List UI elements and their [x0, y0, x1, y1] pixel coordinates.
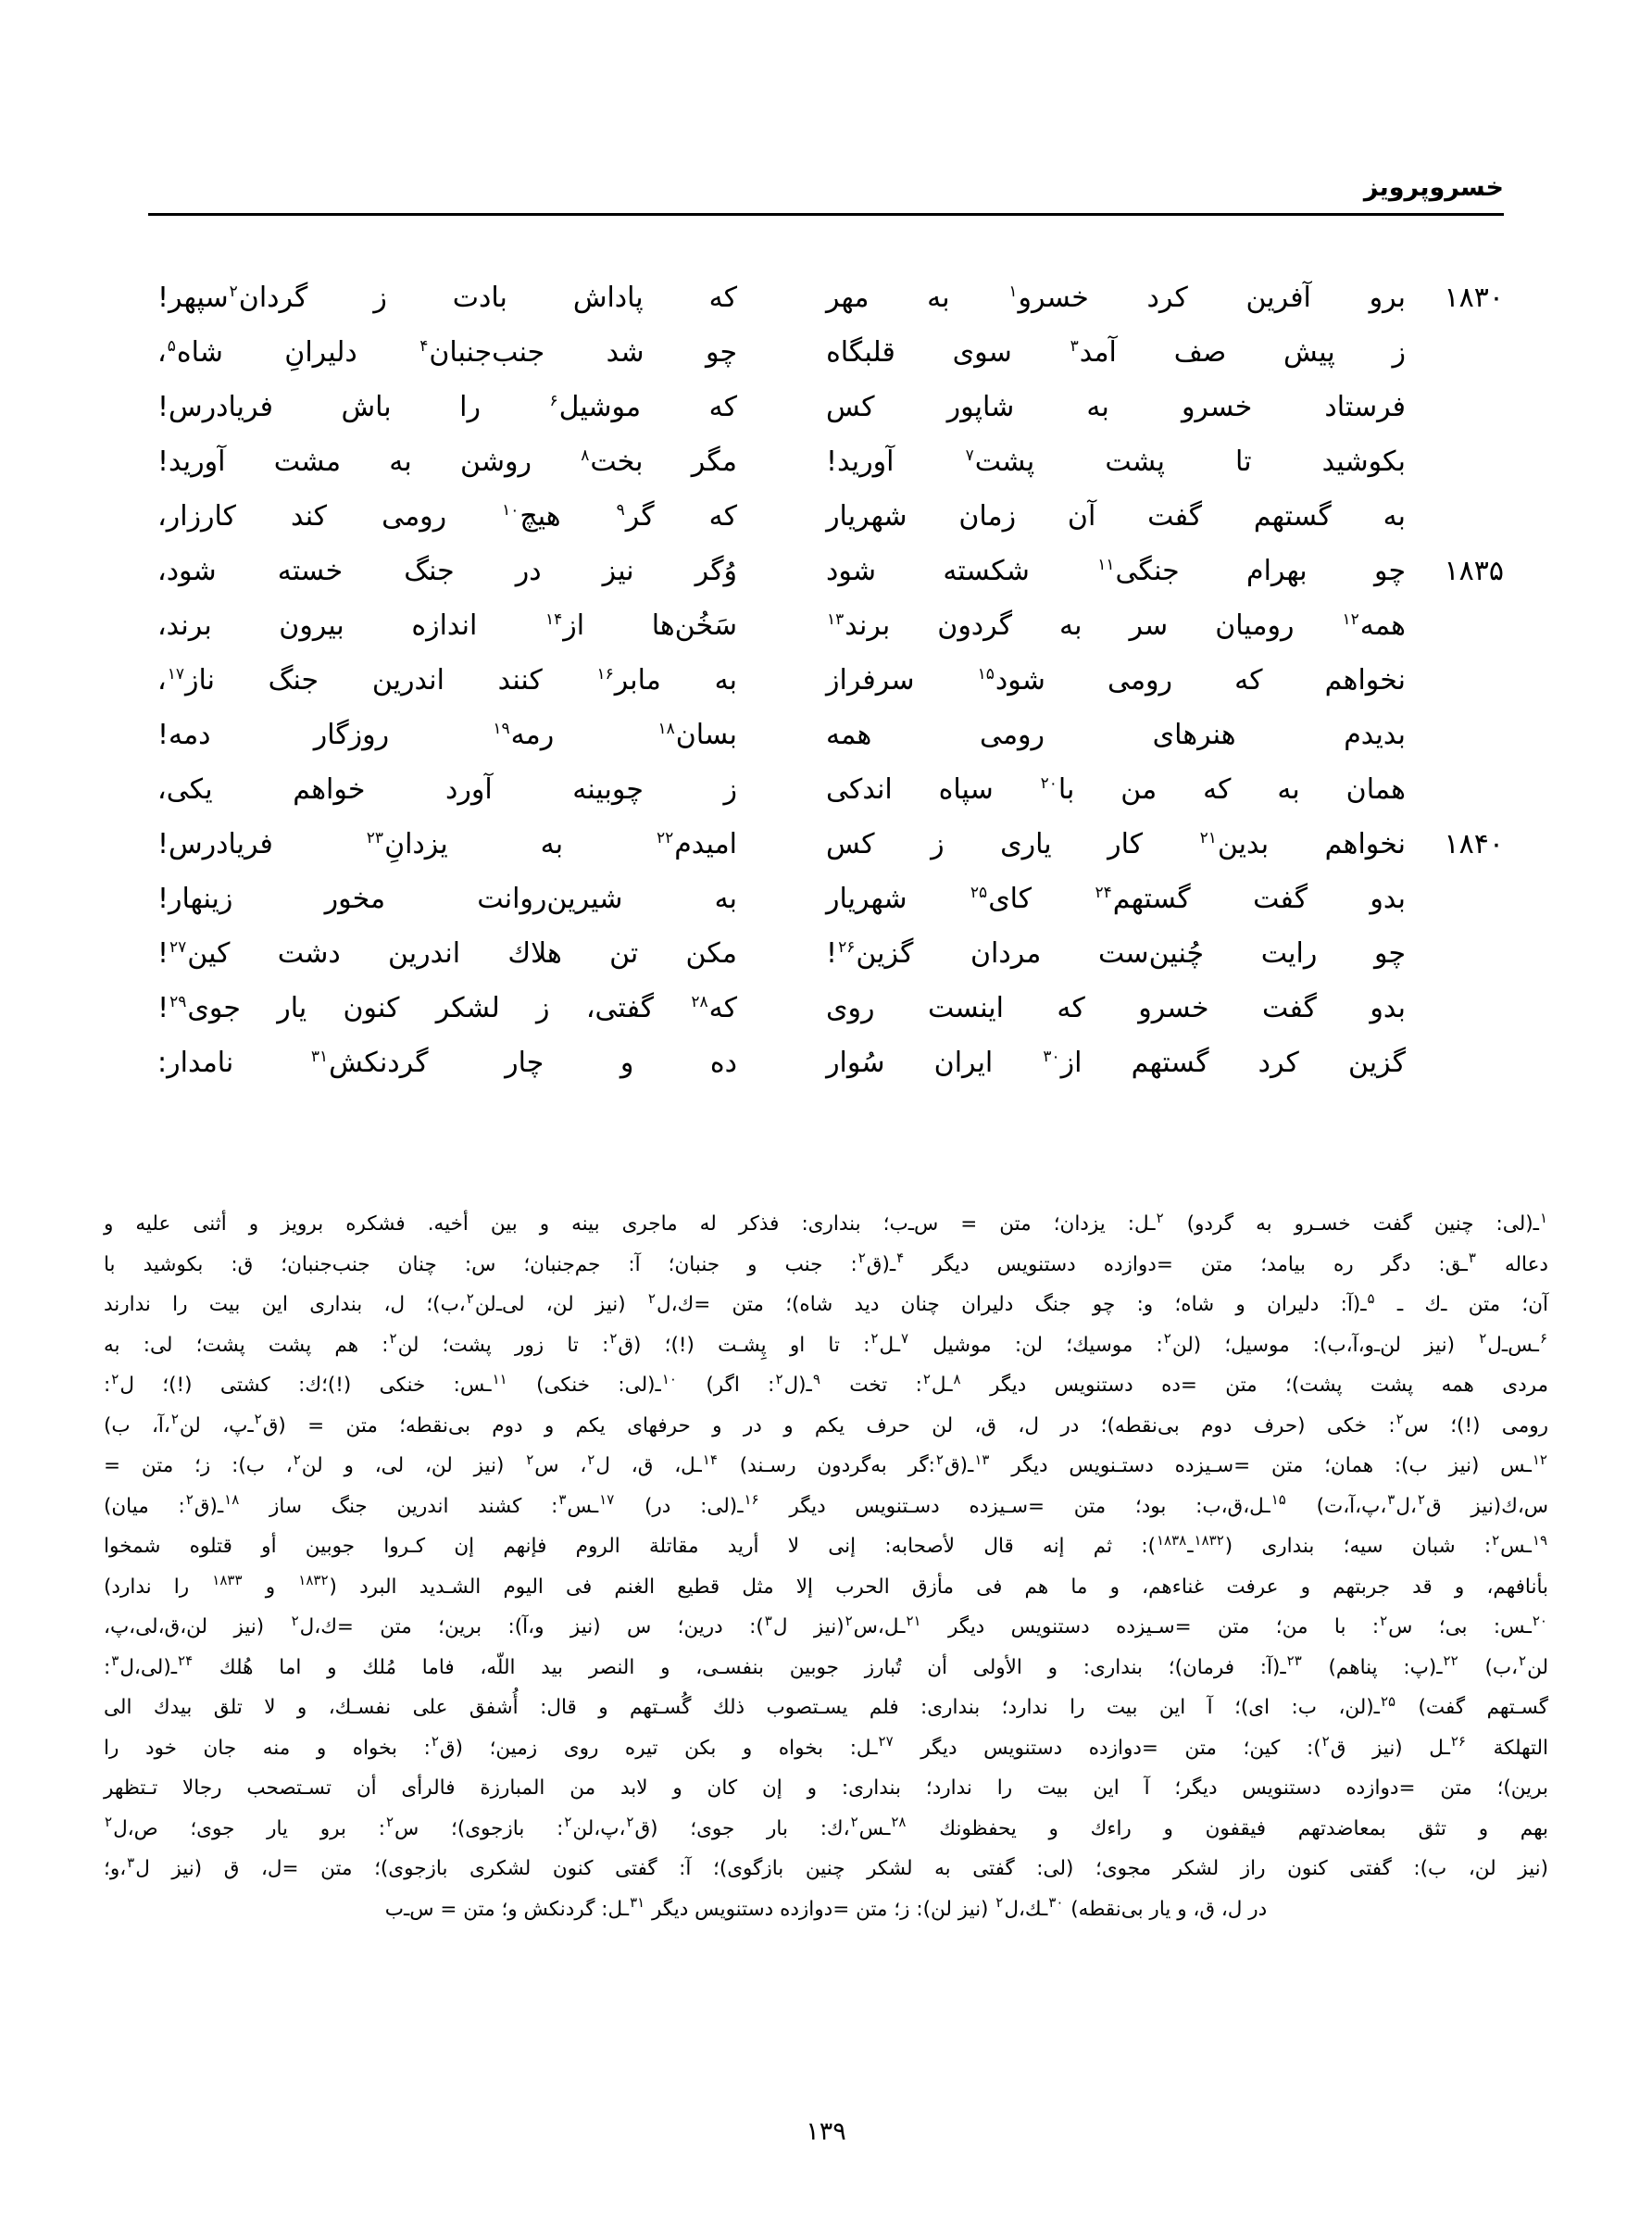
hemistich-second: كه$^{۲۸}$ گفتى، ز لشكر كنون يار جوى$^{۲۹}$!: [157, 992, 737, 1024]
footnote-block: [104, 1204, 1548, 1929]
footnote-line: لن$^۲$،ب) $^{۲۲}$ـ(پ: پناهم) $^{۲۳}$ـ(آ: فرمان)؛ بندارى: و الأولى أن تُبارز جوبين بنفسـى، و النصر بيد اللّه، فاما مُلك و اما هُلك $^{۲۴}$ـ(لى،ل$^۳$:: [104, 1652, 1548, 1679]
hemistich-first: چو بهرام جنگى$^{۱۱}$ شكسته شود: [826, 555, 1406, 587]
footnote-line: $^{۲۰}$ـس: بى؛ س$^۲$: با من؛ متن =سـيزده دستنويس ديگر $^{۲۱}$ـل،س$^۲$(نيز ل$^۳$): درين؛ س (نيز و،آ): برين؛ متن =ك،ل$^۲$ (نيز لن،ق،لى،پ،: [104, 1612, 1547, 1638]
verse-line: [148, 380, 1504, 434]
footnote-line: س،ك(نيز ق$^۲$،ل$^۳$،پ،آ،ت) $^{۱۵}$ـل،ق،ب: بود؛ متن =سـيزده دسـتنويس ديگر $^{۱۶}$ـ(لى: در) $^{۱۷}$ـس$^۳$: كشند اندرين جنگ ساز $^{۱۸}$ـ(ق$^۲$: ميان): [104, 1491, 1548, 1518]
footnote-line: گسـتهم گفت) $^{۲۵}$ـ(لن، ب: اى)؛ آ اين بيت را ندارد؛ بندارى: فلم يسـتصوب ذلك گُسـتهم و قال: أُشفق على نفسـك، و لا تلق بيدك الى: [104, 1692, 1548, 1719]
hemistich-second: به مابر$^{۱۶}$ كنند اندرين جنگ ناز$^{۱۷}$،: [157, 664, 737, 697]
footnote-line: $^{۱۹}$ـس$^۲$: شبان سيه؛ بندارى ($^{۱۸۳۲}$ـ$^{۱۸۳۸}$): ثم إنه قال لأصحابه: إنى لا أريد مقاتلة الروم فإنهم إن كـروا جوبين أو قتلوه شمخوا: [104, 1531, 1548, 1558]
hemistich-first: بكوشيد تا پشت پشت$^۷$ آوريد!: [826, 446, 1406, 478]
hemistich-first: نخواهم بدين$^{۲۱}$ كار يارى ز كس: [826, 828, 1406, 860]
verse-number: ۱۸۴۰: [1444, 828, 1504, 860]
verse-line: [148, 1035, 1504, 1090]
hemistich-first: چو رايت چُنين‌ست مردان گزين$^{۲۶}$!: [826, 937, 1406, 970]
hemistich-first: همان به كه من با$^{۲۰}$ سپاه اندكى: [826, 773, 1406, 806]
hemistich-first: به گستهم گفت آن زمان شهريار: [826, 500, 1406, 533]
verse-line: [148, 872, 1504, 926]
footnote-line: در ل، ق، و يار بى‌نقطه) $^{۳۰}$ـك،ل$^۲$ (نيز لن): ز؛ متن =دوازده دستنويس ديگر $^{۳۱}$ـل: گردنكش و؛ متن = س‌ـ‌ب: [384, 1894, 1268, 1921]
footnote-line: آن؛ متن ـ‌ك ـ $^۵$ـ(آ: دليران و شاه؛ و: چو جنگ دليران چنان ديد شاه)؛ متن =ك،ل$^۲$ (نيز لن، لى‌ـ‌لن$^۲$،ب)؛ ل، بندارى اين بيت را ندارند: [104, 1289, 1548, 1316]
footnote-line: (نيز لن، ب): گفتى كنون راز لشكر مجوى؛ (لى: گفتى به لشكر چنين بازگوى)؛ آ: گفتى كنون لشكرى بازجوى)؛ متن =ل، ق (نيز ل$^۳$،و؛: [104, 1853, 1548, 1880]
hemistich-second: چو شد جنب‌جنبان$^۴$ دليرانِ شاه$^۵$،: [157, 336, 737, 369]
hemistich-first: همه$^{۱۲}$ روميان سر به گردون برند$^{۱۳}$: [827, 609, 1406, 642]
footnote-line: مردى همه پشت پشت)؛ متن =ده دستنويس ديگر $^۸$ـل$^۲$: تخت $^۹$ـ(ل$^۲$: اگر) $^{۱۰}$ـ(لى: خنكى) $^{۱۱}$ـس: خنكى (!)؛ك: كشتى (!)؛ ل$^۲$:: [104, 1370, 1549, 1397]
footnote-line: $^۶$ـس‌ـ‌ل$^۲$ (نيز لن‌ـ‌و،آ،ب): موسيل؛ (لن$^۲$: موسيك؛ لن: موشيل $^۷$ـل$^۲$: تا او پِشـت (!)؛ (ق$^۲$: تا زور پشت؛ لن$^۲$: هم پشت پشت؛ لى: به: [104, 1330, 1547, 1357]
verse-number: ۱۸۳۰: [1444, 282, 1504, 314]
hemistich-second: بسان$^{۱۸}$ رمه$^{۱۹}$ روزگار دمه!: [157, 719, 737, 751]
hemistich-second: مگر بخت$^۸$ روشن به مشت آوريد!: [157, 446, 737, 478]
page-number: ۱۳۹: [806, 2117, 846, 2146]
verse-line: [148, 270, 1504, 325]
hemistich-second: به شيرين‌روانت مخور زينهار!: [157, 883, 737, 915]
hemistich-second: سَخُن‌ها از$^{۱۴}$ اندازه بيرون برند،: [157, 609, 737, 642]
footnote-line: $^{۱۲}$ـس (نيز ب): همان؛ متن =سـيزده دستـنويس ديگر $^{۱۳}$ـ(ق$^۲$:گر به‌گردون رسـند) $^{۱۴}$ـل، ق، ل$^۲$، س$^۲$ (نيز لن، لى، و لن$^۲$، ب): ز؛ متن =: [104, 1450, 1547, 1477]
hemistich-second: اميدم$^{۲۲}$ به يزدانِ$^{۲۳}$ فريادرس!: [157, 828, 737, 860]
hemistich-first: ز پيش صف آمد$^۳$ سوى قلبگاه: [826, 336, 1406, 369]
hemistich-second: وُگر نيز در جنگ خسته شود،: [157, 555, 737, 587]
verse-line: [148, 489, 1504, 544]
verse-line: [148, 544, 1504, 598]
footnote-line: بأنافهم، و قد جربتهم و عرفت غناءهم، و ما هم فى مأزق الحرب إلا مثل قطيع الغنم فى اليوم الشـديد البرد ($^{۱۸۳۲}$ و $^{۱۸۳۳}$ را ندارد): [104, 1572, 1548, 1599]
hemistich-second: كه پاداش بادت ز گردان$^۲$سپهر!: [157, 282, 737, 314]
verse-line: [148, 708, 1504, 762]
verse-line: [148, 434, 1504, 489]
hemistich-first: بدو گفت خسرو كه اينست روى: [826, 992, 1406, 1024]
hemistich-second: كه گر$^۹$ هيچ$^{۱۰}$ رومى كند كارزار،: [157, 500, 737, 533]
footnote-line: رومى (!)؛ س$^۲$: خكى (حرف دوم بى‌نقطه)؛ در ل، ق، لن حرف يكم و در و حرفهاى يكم و دوم بى‌نقطه؛ متن = (ق$^۲$‌ـ‌پ، لن$^۲$،آ، ب): [104, 1411, 1548, 1437]
hemistich-first: بديدم هنرهاى رومى همه: [826, 719, 1406, 751]
footnote-line: برين)؛ متن =دوازده دستنويس ديگر؛ آ اين بيت را ندارد؛ بندارى: و إن كان و لابد من المبارزة فالرأى أن تسـتصحب رجالا تـتظهر: [104, 1776, 1548, 1800]
verse-line: [148, 981, 1504, 1035]
header-rule: [148, 213, 1504, 216]
verse-line: [148, 598, 1504, 653]
hemistich-first: فرستاد خسرو به شاپور كس: [826, 391, 1406, 423]
running-head-container: [148, 172, 1504, 215]
hemistich-second: ده و چار گردنكش$^{۳۱}$ نامدار:: [157, 1047, 737, 1079]
hemistich-second: مكن تن هلاك اندرين دشت كين$^{۲۷}$!: [157, 937, 737, 970]
verse-block: [148, 270, 1504, 1090]
verse-number: ۱۸۳۵: [1444, 555, 1504, 587]
verse-line: [148, 926, 1504, 981]
footnote-line: $^۱$ـ(لى: چنين گفت خسـرو به گردو) $^۲$ـل: يزدان؛ متن = س‌ـ‌ب؛ بندارى: فذكر له ماجرى بينه و بين أخيه. فشكره برويز و أثنى عليه و: [104, 1209, 1548, 1236]
footnote-line: دعاله $^۳$ـق: دگر ره بيامد؛ متن =دوازده دستنويس ديگر $^۴$ـ(ق$^۲$: جنب و جنبان؛ آ: جم‌جنبان؛ س: چنان جنب‌جنبان؛ ق: بكوشيد با: [104, 1249, 1548, 1276]
verse-line: [148, 817, 1504, 872]
footnote-line: التهلكة $^{۲۶}$ـل (نيز ق$^۲$): كين؛ متن =دوازده دستنويس ديگر $^{۲۷}$ـل: بخواه و بكن تيره روى زمين؛ (ق$^۲$: بخواه و منه جان خود را: [104, 1733, 1549, 1760]
hemistich-first: بدو گفت گستهم$^{۲۴}$ كاى$^{۲۵}$ شهريار: [826, 883, 1406, 915]
hemistich-second: كه موشيل$^۶$ را باش فريادرس!: [157, 391, 737, 423]
hemistich-first: گزين كرد گستهم از$^{۳۰}$ ايران سُوار: [826, 1047, 1406, 1079]
footnote-line: بهم و تثق بمعاضدتهم فيقفون و راءك و يحفظونك $^{۲۸}$ـس$^۲$،ك: بار جوى؛ (ق$^۲$،پ،لن$^۲$: بازجوى)؛ س$^۲$: برو يار جوى؛ ص،ل$^۲$: [105, 1814, 1548, 1840]
verse-line: [148, 325, 1504, 380]
verse-line: [148, 653, 1504, 708]
verse-line: [148, 762, 1504, 817]
hemistich-second: ز چوبينه آورد خواهم يكى،: [157, 773, 737, 806]
running-head: خسروپرويز: [1363, 173, 1504, 202]
hemistich-first: برو آفرين كرد خسرو$^۱$ به مهر: [826, 282, 1406, 314]
hemistich-first: نخواهم كه رومى شود$^{۱۵}$ سرفراز: [826, 664, 1406, 697]
